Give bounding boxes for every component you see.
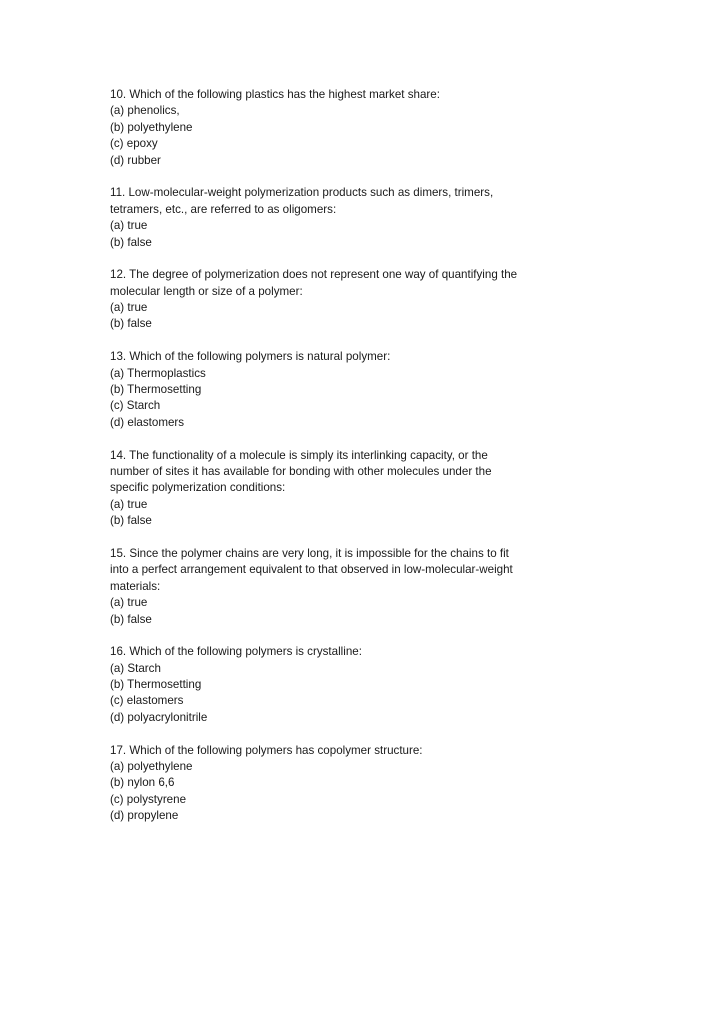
- answer-option: (a) Thermoplastics: [110, 366, 206, 380]
- question-text: 16. Which of the following polymers is crystalline:: [110, 645, 362, 659]
- answer-option: (b) Thermosetting: [110, 678, 202, 692]
- answer-option: (b) false: [110, 514, 152, 528]
- question-text: 13. Which of the following polymers is natural polymer:: [110, 350, 391, 364]
- question-text: 14. The functionality of a molecule is simply its interlinking capacity, or the: [110, 448, 488, 462]
- answer-option: (a) true: [110, 301, 148, 315]
- question-text: specific polymerization conditions:: [110, 481, 286, 495]
- question-block: [110, 185, 580, 251]
- answer-option: (d) polyacrylonitrile: [110, 710, 208, 724]
- question-list: [110, 87, 580, 841]
- answer-option: (c) epoxy: [110, 137, 158, 151]
- answer-option: (d) propylene: [110, 809, 179, 823]
- answer-option: (a) Starch: [110, 661, 161, 675]
- question-text: materials:: [110, 579, 161, 593]
- question-text: molecular length or size of a polymer:: [110, 284, 303, 298]
- question-block: [110, 349, 580, 431]
- question-block: [110, 87, 580, 169]
- question-text: 11. Low-molecular-weight polymerization products such as dimers, trimers,: [110, 186, 494, 200]
- question-text: 15. Since the polymer chains are very long, it is impossible for the chains to fit: [110, 546, 509, 560]
- answer-option: (a) true: [110, 596, 148, 610]
- answer-option: (c) elastomers: [110, 694, 184, 708]
- answer-option: (b) false: [110, 235, 152, 249]
- question-text: number of sites it has available for bonding with other molecules under the: [110, 464, 492, 478]
- answer-option: (a) phenolics,: [110, 104, 180, 118]
- question-text: into a perfect arrangement equivalent to that observed in low-molecular-weight: [110, 563, 513, 577]
- question-block: [110, 448, 580, 530]
- answer-option: (b) polyethylene: [110, 120, 193, 134]
- answer-option: (a) true: [110, 219, 148, 233]
- answer-option: (a) true: [110, 497, 148, 511]
- question-text: tetramers, etc., are referred to as oligomers:: [110, 202, 337, 216]
- question-text: 17. Which of the following polymers has copolymer structure:: [110, 743, 423, 757]
- answer-option: (c) polystyrene: [110, 792, 187, 806]
- answer-option: (b) false: [110, 612, 152, 626]
- question-block: [110, 743, 580, 825]
- question-block: [110, 546, 580, 628]
- question-text: 12. The degree of polymerization does not represent one way of quantifying the: [110, 268, 518, 282]
- answer-option: (d) rubber: [110, 153, 161, 167]
- question-block: [110, 267, 580, 333]
- answer-option: (c) Starch: [110, 399, 161, 413]
- answer-option: (b) false: [110, 317, 152, 331]
- answer-option: (a) polyethylene: [110, 760, 193, 774]
- answer-option: (b) nylon 6,6: [110, 776, 175, 790]
- answer-option: (d) elastomers: [110, 415, 185, 429]
- answer-option: (b) Thermosetting: [110, 383, 202, 397]
- question-block: [110, 644, 580, 726]
- question-text: 10. Which of the following plastics has the highest market share:: [110, 88, 440, 101]
